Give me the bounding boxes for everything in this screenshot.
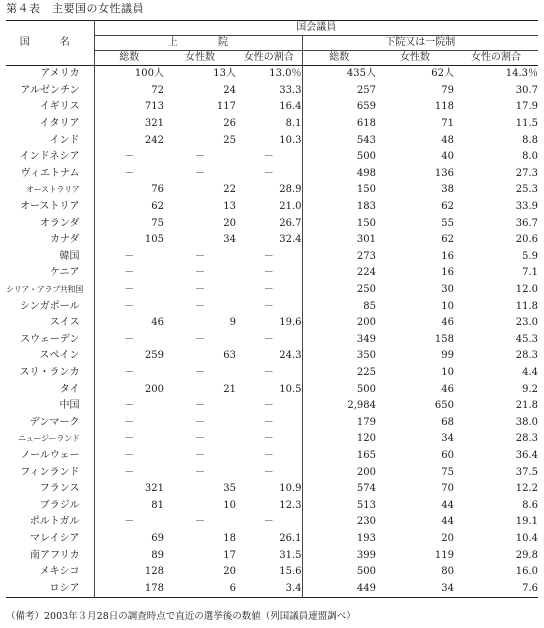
country-name: デンマーク xyxy=(6,414,94,431)
upper-total-cell: 76 xyxy=(151,184,164,196)
lower-women-cell: 38 xyxy=(441,184,454,196)
lower-women-cell: 62人 xyxy=(431,68,454,80)
upper-total-cell: － xyxy=(124,167,135,179)
upper-total-cell: 89 xyxy=(151,549,164,561)
lower-total-cell: 224 xyxy=(356,267,376,279)
upper-women-cell: 35 xyxy=(223,483,236,495)
lower-ratio-cell: 38.0 xyxy=(515,416,538,428)
country-name: シンガポール xyxy=(6,298,94,315)
lower-total-cell: 2,984 xyxy=(347,400,376,412)
lower-ratio-cell: 16.0 xyxy=(515,566,538,578)
table-row xyxy=(6,448,538,465)
lower-ratio-cell: 33.9 xyxy=(515,201,538,213)
upper-ratio-cell: － xyxy=(236,249,302,266)
upper-women-cell: 20 xyxy=(223,566,236,578)
upper-women-cell: － xyxy=(195,416,205,428)
upper-women-cell: － xyxy=(195,466,205,478)
upper-women-cell: 10 xyxy=(223,499,236,511)
lower-total-cell: 301 xyxy=(356,234,376,246)
upper-women-cell: 22 xyxy=(223,184,236,196)
country-name: スウェーデン xyxy=(6,332,94,349)
lower-ratio-cell: 8.8 xyxy=(522,134,538,146)
upper-women-cell: 24 xyxy=(223,84,236,96)
upper-ratio-header: 女性の割合 xyxy=(236,51,302,66)
lower-ratio-cell: 14.3％ xyxy=(505,68,538,80)
upper-ratio-cell: － xyxy=(236,464,302,481)
table-row xyxy=(6,531,538,548)
upper-total-cell: 72 xyxy=(151,84,164,96)
country-name: アメリカ xyxy=(6,66,94,83)
country-name: オーストラリア xyxy=(6,182,94,199)
upper-ratio-cell: － xyxy=(236,431,302,448)
upper-women-cell: 6 xyxy=(164,580,236,597)
lower-total-cell: 257 xyxy=(356,84,376,96)
lower-total-cell: 165 xyxy=(356,449,376,461)
upper-ratio-cell: 24.3 xyxy=(236,348,302,365)
table-row xyxy=(6,199,538,216)
lower-house-header: 下院又は一院制 xyxy=(302,36,538,51)
upper-ratio-cell: 21.0 xyxy=(236,199,302,216)
upper-total-cell: 242 xyxy=(144,134,164,146)
upper-house-header: 上 院 xyxy=(94,36,302,51)
lower-ratio-cell: 45.3 xyxy=(515,333,538,345)
lower-total-cell: 349 xyxy=(356,333,376,345)
upper-total-cell: 321 xyxy=(144,483,164,495)
upper-total-cell: － xyxy=(124,466,135,478)
lower-women-cell: 119 xyxy=(434,549,454,561)
footnote: （備考）2003年３月28日の調査時点で直近の選挙後の数値（列国議員連盟調べ） xyxy=(6,611,356,622)
country-name: タイ xyxy=(6,381,94,398)
country-name: ヴィエトナム xyxy=(6,166,94,183)
lower-total-cell: 350 xyxy=(356,350,376,362)
upper-women-cell: 17 xyxy=(223,549,236,561)
table-row xyxy=(6,298,538,315)
upper-total-cell: 46 xyxy=(151,317,164,329)
upper-ratio-cell: 10.9 xyxy=(236,481,302,498)
lower-women-cell: 46 xyxy=(441,317,454,329)
upper-total-cell: 128 xyxy=(144,566,164,578)
lower-ratio-cell: 7.1 xyxy=(522,267,538,279)
country-name: イギリス xyxy=(6,99,94,116)
upper-total-cell: 105 xyxy=(144,234,164,246)
lower-total-cell: 230 xyxy=(356,516,376,528)
table-row xyxy=(6,232,538,249)
upper-women-cell: － xyxy=(195,284,205,296)
lower-total-cell: 120 xyxy=(356,433,376,445)
lower-women-cell: 44 xyxy=(441,499,454,511)
upper-ratio-cell: 8.1 xyxy=(236,116,302,133)
lower-women-cell: 16 xyxy=(441,250,454,262)
upper-women-cell: 63 xyxy=(223,350,236,362)
country-name: カナダ xyxy=(6,232,94,249)
lower-ratio-cell: 12.2 xyxy=(515,483,538,495)
table-row xyxy=(6,398,538,415)
table-row xyxy=(6,282,538,299)
upper-total-cell: － xyxy=(124,284,135,296)
table-title: 第４表 主要国の女性議員 xyxy=(6,2,144,15)
lower-women-cell: 118 xyxy=(434,101,454,113)
upper-women-cell: － xyxy=(195,433,205,445)
lower-women-cell: 650 xyxy=(434,400,454,412)
table-row xyxy=(6,514,538,531)
lower-women-cell: 40 xyxy=(441,151,454,163)
upper-women-cell: 13人 xyxy=(213,68,236,80)
country-name: オランダ xyxy=(6,215,94,232)
upper-women-cell: － xyxy=(195,449,205,461)
lower-women-cell: 60 xyxy=(441,449,454,461)
upper-women-cell: － xyxy=(195,250,205,262)
table-row xyxy=(6,547,538,564)
table-row xyxy=(6,83,538,100)
lower-women-cell: 80 xyxy=(441,566,454,578)
upper-total-cell: 321 xyxy=(144,118,164,130)
lower-total-cell: 200 xyxy=(356,466,376,478)
upper-ratio-cell: － xyxy=(236,149,302,166)
lower-ratio-cell: 17.9 xyxy=(515,101,538,113)
lower-total-header: 総数 xyxy=(302,51,376,66)
lower-ratio-cell: 10.4 xyxy=(515,532,538,544)
upper-women-cell: － xyxy=(195,167,205,179)
lower-total-cell: 498 xyxy=(356,167,376,179)
upper-ratio-cell: － xyxy=(236,282,302,299)
country-name: 韓国 xyxy=(6,249,94,266)
women-parliamentarians-table xyxy=(6,20,538,598)
lower-total-cell: 85 xyxy=(363,300,376,312)
table-row xyxy=(6,481,538,498)
lower-women-cell: 70 xyxy=(441,483,454,495)
table-row xyxy=(6,182,538,199)
upper-ratio-cell: 31.5 xyxy=(236,547,302,564)
upper-total-cell: － xyxy=(124,416,135,428)
lower-ratio-cell: 27.3 xyxy=(515,167,538,179)
table-row xyxy=(6,66,538,83)
lower-ratio-cell: 28.3 xyxy=(515,350,538,362)
lower-women-cell: 75 xyxy=(441,466,454,478)
lower-women-header: 女性数 xyxy=(376,51,454,66)
lower-total-cell: 193 xyxy=(356,532,376,544)
lower-ratio-cell: 29.8 xyxy=(515,549,538,561)
country-name: イタリア xyxy=(6,116,94,133)
country-name: スペイン xyxy=(6,348,94,365)
lower-ratio-cell: 21.8 xyxy=(515,400,538,412)
lower-women-cell: 158 xyxy=(434,333,454,345)
upper-ratio-cell: － xyxy=(236,166,302,183)
country-name: 中国 xyxy=(6,398,94,415)
table-row xyxy=(6,464,538,481)
lower-total-cell: 574 xyxy=(356,483,376,495)
upper-women-cell: － xyxy=(195,300,205,312)
upper-total-cell: 259 xyxy=(144,350,164,362)
upper-total-cell: － xyxy=(124,333,135,345)
lower-ratio-cell: 9.2 xyxy=(522,383,538,395)
lower-ratio-cell: 11.5 xyxy=(515,118,538,130)
upper-women-cell: 25 xyxy=(223,134,236,146)
upper-ratio-cell: 13.0％ xyxy=(236,66,302,83)
upper-ratio-cell: － xyxy=(236,414,302,431)
lower-ratio-cell: 7.6 xyxy=(454,580,538,597)
country-name: メキシコ xyxy=(6,564,94,581)
table-body xyxy=(6,66,538,598)
upper-total-cell: － xyxy=(124,433,135,445)
lower-total-cell: 500 xyxy=(356,566,376,578)
country-name: アルゼンチン xyxy=(6,83,94,100)
lower-women-cell: 79 xyxy=(441,84,454,96)
upper-women-cell: 20 xyxy=(223,217,236,229)
upper-women-cell: － xyxy=(195,333,205,345)
lower-women-cell: 62 xyxy=(441,201,454,213)
country-name: インド xyxy=(6,132,94,149)
table-row xyxy=(6,315,538,332)
lower-ratio-cell: 8.0 xyxy=(522,151,538,163)
table-row xyxy=(6,365,538,382)
lower-total-cell: 200 xyxy=(356,317,376,329)
upper-total-cell: 713 xyxy=(144,101,164,113)
upper-women-cell: 26 xyxy=(223,118,236,130)
upper-women-cell: 21 xyxy=(223,383,236,395)
lower-ratio-cell: 37.5 xyxy=(515,466,538,478)
lower-ratio-cell: 20.6 xyxy=(515,234,538,246)
table-row xyxy=(6,132,538,149)
upper-ratio-cell: 19.6 xyxy=(236,315,302,332)
lower-women-cell: 10 xyxy=(441,300,454,312)
lower-women-cell: 71 xyxy=(441,118,454,130)
country-name: フィンランド xyxy=(6,464,94,481)
country-name: 南アフリカ xyxy=(6,547,94,564)
lower-total-cell: 399 xyxy=(356,549,376,561)
country-name: スリ・ランカ xyxy=(6,365,94,382)
upper-total-cell: － xyxy=(124,267,135,279)
upper-ratio-cell: 3.4 xyxy=(236,580,302,597)
lower-ratio-cell: 12.0 xyxy=(515,284,538,296)
upper-ratio-cell: 32.4 xyxy=(236,232,302,249)
country-column-header: 国 名 xyxy=(6,21,94,66)
table-row xyxy=(6,249,538,266)
lower-women-cell: 46 xyxy=(441,383,454,395)
upper-total-cell: － xyxy=(124,516,135,528)
table-row xyxy=(6,149,538,166)
upper-total-cell: － xyxy=(124,449,135,461)
lower-total-cell: 150 xyxy=(356,184,376,196)
upper-ratio-cell: 10.5 xyxy=(236,381,302,398)
table-row xyxy=(6,348,538,365)
lower-total-cell: 500 xyxy=(356,151,376,163)
upper-ratio-cell: － xyxy=(236,365,302,382)
lower-ratio-cell: 8.6 xyxy=(522,499,538,511)
upper-women-cell: － xyxy=(195,366,205,378)
upper-total-cell: 200 xyxy=(144,383,164,395)
upper-total-cell: － xyxy=(124,250,135,262)
lower-women-cell: 68 xyxy=(441,416,454,428)
table-header xyxy=(6,21,538,66)
table-row xyxy=(6,166,538,183)
upper-total-cell: 69 xyxy=(151,532,164,544)
upper-total-cell: 100人 xyxy=(134,68,164,80)
lower-ratio-header: 女性の割合 xyxy=(454,51,538,66)
lower-ratio-cell: 4.4 xyxy=(522,366,538,378)
lower-total-cell: 449 xyxy=(302,580,376,597)
upper-total-cell: － xyxy=(124,300,135,312)
upper-women-cell: 13 xyxy=(223,201,236,213)
lower-ratio-cell: 25.3 xyxy=(515,184,538,196)
upper-total-cell: 178 xyxy=(94,580,164,597)
upper-ratio-cell: 28.9 xyxy=(236,182,302,199)
table-row xyxy=(6,116,538,133)
table-row xyxy=(6,580,538,597)
table-row xyxy=(6,564,538,581)
lower-total-cell: 273 xyxy=(356,250,376,262)
lower-women-cell: 20 xyxy=(441,532,454,544)
country-name: マレイシア xyxy=(6,531,94,548)
upper-women-cell: 9 xyxy=(229,317,236,329)
country-name: シリア・アラブ共和国 xyxy=(6,282,94,299)
upper-total-cell: － xyxy=(124,151,135,163)
lower-ratio-cell: 28.3 xyxy=(515,433,538,445)
lower-women-cell: 99 xyxy=(441,350,454,362)
upper-ratio-cell: 15.6 xyxy=(236,564,302,581)
lower-ratio-cell: 5.9 xyxy=(522,250,538,262)
table-row xyxy=(6,431,538,448)
lower-total-cell: 150 xyxy=(356,217,376,229)
country-name: オーストリア xyxy=(6,199,94,216)
upper-ratio-cell: 12.3 xyxy=(236,497,302,514)
lower-women-cell: 16 xyxy=(441,267,454,279)
country-name: フランス xyxy=(6,481,94,498)
table-row xyxy=(6,497,538,514)
country-name: ブラジル xyxy=(6,497,94,514)
upper-ratio-cell: － xyxy=(236,514,302,531)
lower-ratio-cell: 36.7 xyxy=(515,217,538,229)
upper-women-cell: － xyxy=(195,400,205,412)
lower-ratio-cell: 36.4 xyxy=(515,449,538,461)
table-row xyxy=(6,381,538,398)
upper-ratio-cell: － xyxy=(236,332,302,349)
upper-total-cell: － xyxy=(124,400,135,412)
lower-total-cell: 618 xyxy=(356,118,376,130)
country-name: ロシア xyxy=(6,580,94,597)
lower-women-cell: 136 xyxy=(434,167,454,179)
table-row xyxy=(6,265,538,282)
country-name: ポルトガル xyxy=(6,514,94,531)
lower-women-cell: 34 xyxy=(441,433,454,445)
upper-ratio-cell: 10.3 xyxy=(236,132,302,149)
upper-ratio-cell: － xyxy=(236,265,302,282)
country-name: ケニア xyxy=(6,265,94,282)
lower-women-cell: 55 xyxy=(441,217,454,229)
lower-ratio-cell: 23.0 xyxy=(515,317,538,329)
lower-ratio-cell: 30.7 xyxy=(515,84,538,96)
lower-total-cell: 225 xyxy=(356,366,376,378)
upper-ratio-cell: － xyxy=(236,448,302,465)
country-name: ニュージーランド xyxy=(6,431,94,448)
lower-women-cell: 34 xyxy=(376,580,454,597)
lower-total-cell: 250 xyxy=(356,284,376,296)
upper-women-cell: － xyxy=(195,267,205,279)
lower-women-cell: 48 xyxy=(441,134,454,146)
upper-women-cell: － xyxy=(195,151,205,163)
parliament-group-header: 国会議員 xyxy=(94,21,538,36)
lower-total-cell: 500 xyxy=(356,383,376,395)
upper-women-cell: 34 xyxy=(223,234,236,246)
lower-total-cell: 513 xyxy=(356,499,376,511)
lower-total-cell: 659 xyxy=(356,101,376,113)
upper-total-cell: 75 xyxy=(151,217,164,229)
upper-women-cell: 18 xyxy=(223,532,236,544)
upper-ratio-cell: － xyxy=(236,398,302,415)
upper-ratio-cell: 26.1 xyxy=(236,531,302,548)
upper-total-cell: 62 xyxy=(151,201,164,213)
country-name: スイス xyxy=(6,315,94,332)
upper-ratio-cell: － xyxy=(236,298,302,315)
lower-ratio-cell: 19.1 xyxy=(515,516,538,528)
lower-ratio-cell: 11.8 xyxy=(515,300,538,312)
lower-total-cell: 435人 xyxy=(346,68,376,80)
country-name: ノールウェー xyxy=(6,448,94,465)
upper-women-cell: － xyxy=(195,516,205,528)
upper-total-cell: － xyxy=(124,366,135,378)
upper-ratio-cell: 33.3 xyxy=(236,83,302,100)
upper-women-header: 女性数 xyxy=(164,51,236,66)
table-row xyxy=(6,332,538,349)
lower-women-cell: 62 xyxy=(441,234,454,246)
lower-total-cell: 543 xyxy=(356,134,376,146)
lower-women-cell: 10 xyxy=(441,366,454,378)
country-name: インドネシア xyxy=(6,149,94,166)
lower-women-cell: 30 xyxy=(441,284,454,296)
upper-ratio-cell: 16.4 xyxy=(236,99,302,116)
lower-total-cell: 179 xyxy=(356,416,376,428)
upper-ratio-cell: 26.7 xyxy=(236,215,302,232)
lower-women-cell: 44 xyxy=(441,516,454,528)
table-row xyxy=(6,99,538,116)
table-row xyxy=(6,414,538,431)
lower-total-cell: 183 xyxy=(356,201,376,213)
upper-total-cell: 81 xyxy=(151,499,164,511)
upper-total-header: 総数 xyxy=(94,51,164,66)
table-row xyxy=(6,215,538,232)
upper-women-cell: 117 xyxy=(216,101,236,113)
